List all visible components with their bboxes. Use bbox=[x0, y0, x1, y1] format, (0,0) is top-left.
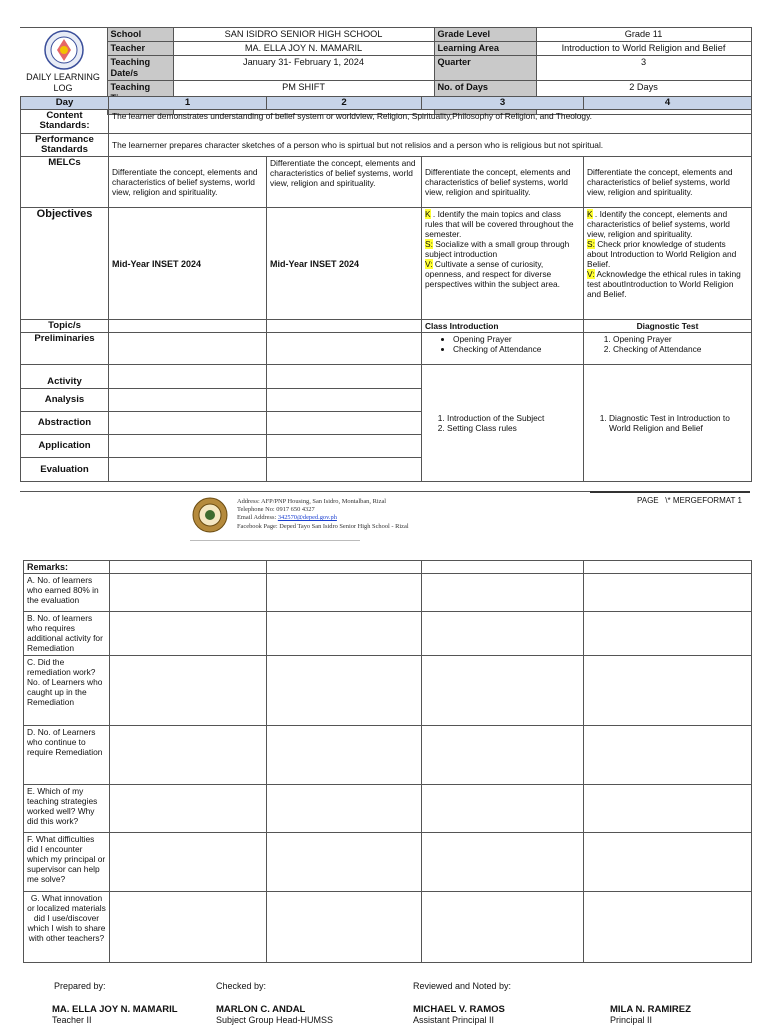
remarks-cell bbox=[110, 656, 267, 726]
deped-seal-icon bbox=[44, 30, 84, 70]
list-item: • Checking of Attendance bbox=[453, 344, 580, 354]
stages-day-4 bbox=[584, 365, 752, 482]
topic-day-3: Class Introduction bbox=[422, 320, 584, 333]
objective-day-2: Mid-Year INSET 2024 bbox=[267, 208, 422, 320]
objective-day-3-value: V: Cultivate a sense of curiosity, openness, and respect for diverse perspectives within the subject area. bbox=[425, 259, 561, 289]
prepared-by-name: MA. ELLA JOY N. MAMARIL bbox=[52, 1004, 178, 1015]
reviewed-by-title: Assistant Principal II bbox=[413, 1015, 495, 1025]
prepared-by-title: Teacher II bbox=[52, 1015, 92, 1025]
remark-row-a: A. No. of learners who earned 80% in the evaluation bbox=[24, 574, 110, 612]
remark-row-b: B. No. of learners who requires additional activity for Remediation bbox=[24, 612, 110, 656]
remarks-cell bbox=[584, 726, 752, 785]
teaching-dates-label: Teaching Date/s bbox=[107, 56, 173, 81]
remarks-cell bbox=[110, 726, 267, 785]
remark-row-g: G. What innovation or localized materials did I use/discover which I wish to share with other teachers? bbox=[24, 892, 110, 963]
remarks-cell bbox=[267, 574, 422, 612]
application-label: Application bbox=[21, 435, 109, 458]
teaching-time-label: Teaching Time bbox=[107, 81, 173, 115]
remarks-cell bbox=[110, 785, 267, 833]
remarks-title: Remarks: bbox=[24, 561, 110, 574]
daily-learning-log-title: DAILY LEARNING LOG bbox=[26, 72, 100, 93]
remarks-cell bbox=[267, 656, 422, 726]
topic-day-4: Diagnostic Test bbox=[584, 320, 752, 333]
remarks-cell bbox=[267, 612, 422, 656]
analysis-label: Analysis bbox=[21, 389, 109, 412]
remarks-cell bbox=[110, 574, 267, 612]
objectives-label: Objectives bbox=[21, 208, 109, 320]
day-4-header: 4 bbox=[584, 97, 752, 110]
analysis-day-2 bbox=[267, 389, 422, 412]
remarks-cell bbox=[267, 726, 422, 785]
day-1-header: 1 bbox=[109, 97, 267, 110]
preliminaries-day-2 bbox=[267, 333, 422, 365]
remarks-cell bbox=[584, 612, 752, 656]
content-standards-text: The learner demonstrates understanding of belief system or worldview, Religion, Spirituality,Philosophy of Religion, and Theology. bbox=[109, 110, 752, 134]
day-2-header: 2 bbox=[267, 97, 422, 110]
day-3-header: 3 bbox=[422, 97, 584, 110]
remark-row-d: D. No. of Learners who continue to require Remediation bbox=[24, 726, 110, 785]
quarter-label: Quarter bbox=[434, 56, 536, 81]
school-address: Address: AFP/PNP Housing, San Isidro, Montalban, Rizal bbox=[237, 498, 387, 505]
grade-level-value: Grade 11 bbox=[536, 28, 751, 42]
remarks-cell bbox=[584, 785, 752, 833]
remarks-cell bbox=[584, 892, 752, 963]
log-table bbox=[20, 96, 750, 482]
remarks-cell bbox=[267, 785, 422, 833]
noted-by-name: MILA N. RAMIREZ bbox=[610, 1004, 691, 1015]
signature-checked-role: Checked by: bbox=[216, 981, 267, 991]
evaluation-day-2 bbox=[267, 458, 422, 482]
remarks-cell bbox=[422, 892, 584, 963]
abstraction-day-1 bbox=[109, 412, 267, 435]
checked-by-name: MARLON C. ANDAL bbox=[216, 1004, 306, 1015]
remarks-cell bbox=[422, 785, 584, 833]
email-link[interactable]: 342570@deped.gov.ph bbox=[277, 514, 337, 522]
content-standards-label: Content Standards: bbox=[21, 110, 109, 134]
signature-prepared-role: Prepared by: bbox=[54, 981, 106, 991]
remarks-cell bbox=[267, 833, 422, 892]
preliminaries-day-1 bbox=[109, 333, 267, 365]
application-day-2 bbox=[267, 435, 422, 458]
school-facebook: Facebook Page: Deped Tayo San Isidro Senior High School - Rizal bbox=[237, 522, 409, 530]
melc-day-2: Differentiate the concept, elements and characteristics of belief systems, world view, religion and spirituality. bbox=[267, 157, 422, 208]
objective-day-1: Mid-Year INSET 2024 bbox=[109, 208, 267, 320]
preliminaries-day-3 bbox=[422, 333, 584, 365]
signature-reviewed-role: Reviewed and Noted by: bbox=[413, 981, 512, 991]
checked-by-title: Subject Group Head-HUMSS bbox=[216, 1015, 334, 1025]
objective-day-4 bbox=[584, 208, 752, 320]
school-label: School bbox=[107, 28, 173, 42]
list-item: 1. Introduction of the Subject bbox=[447, 413, 580, 423]
list-item: 1. Diagnostic Test in Introduction to World Religion and Belief bbox=[609, 413, 748, 433]
evaluation-day-1 bbox=[109, 458, 267, 482]
remarks-cell bbox=[422, 561, 584, 574]
objective-day-4-knowledge: K . Identify the concept, elements and characteristics of belief systems, world view, religion and spirituality. bbox=[587, 209, 730, 239]
activity-day-2 bbox=[267, 365, 422, 389]
application-day-1 bbox=[109, 435, 267, 458]
preliminaries-day-4 bbox=[584, 333, 752, 365]
activity-day-1 bbox=[109, 365, 267, 389]
topic-day-2 bbox=[267, 320, 422, 333]
melc-day-1: Differentiate the concept, elements and characteristics of belief systems, world view, religion and spirituality. bbox=[109, 157, 267, 208]
topic-day-1 bbox=[109, 320, 267, 333]
list-item: • Opening Prayer bbox=[453, 334, 580, 344]
remarks-cell bbox=[110, 612, 267, 656]
analysis-day-1 bbox=[109, 389, 267, 412]
topics-label: Topic/s bbox=[21, 320, 109, 333]
remarks-cell bbox=[584, 574, 752, 612]
signature-prepared bbox=[52, 1004, 178, 1025]
remarks-cell bbox=[422, 726, 584, 785]
no-of-days-label: No. of Days bbox=[434, 81, 536, 115]
abstraction-day-2 bbox=[267, 412, 422, 435]
objective-day-3-skill: S: Socialize with a small group through subject introduction bbox=[425, 239, 570, 259]
header-block bbox=[20, 27, 750, 103]
list-item: 2. Setting Class rules bbox=[447, 423, 580, 433]
school-email-line: Email Address: 342570@deped.gov.ph bbox=[237, 514, 337, 522]
performance-standards-text: The learnerner prepares character sketches of a person who is spirtual but not relisios and a person who is religious but not spiritual. bbox=[109, 134, 752, 157]
remarks-cell bbox=[110, 833, 267, 892]
remarks-cell bbox=[584, 833, 752, 892]
remarks-cell bbox=[110, 892, 267, 963]
reviewed-by-name: MICHAEL V. RAMOS bbox=[413, 1004, 505, 1015]
school-value: SAN ISIDRO SENIOR HIGH SCHOOL bbox=[173, 28, 434, 42]
melcs-label: MELCs bbox=[21, 157, 109, 208]
evaluation-label: Evaluation bbox=[21, 458, 109, 482]
page-number-field: PAGE \* MERGEFORMAT 1 bbox=[637, 496, 742, 505]
footer-rule-left bbox=[190, 540, 360, 541]
teacher-value: MA. ELLA JOY N. MAMARIL bbox=[173, 42, 434, 56]
remarks-cell bbox=[110, 561, 267, 574]
remarks-cell bbox=[422, 612, 584, 656]
list-item: 2. Checking of Attendance bbox=[613, 344, 748, 354]
objective-day-4-skill: S: Check prior knowledge of students about Introduction to World Religion and Belief. bbox=[587, 239, 737, 269]
no-of-days-value: 2 Days bbox=[536, 81, 751, 115]
objective-day-4-value: V: Acknowledge the ethical rules in taking test aboutIntroduction to World Religion and Belief. bbox=[587, 269, 741, 299]
remarks-cell bbox=[584, 656, 752, 726]
activity-label: Activity bbox=[21, 365, 109, 389]
quarter-value: 3 bbox=[536, 56, 751, 81]
remarks-cell bbox=[422, 833, 584, 892]
objective-day-3 bbox=[422, 208, 584, 320]
performance-standards-label: Performance Standards bbox=[21, 134, 109, 157]
learning-area-label: Learning Area bbox=[434, 42, 536, 56]
teaching-dates-value: January 31- February 1, 2024 bbox=[173, 56, 434, 81]
abstraction-label: Abstraction bbox=[21, 412, 109, 435]
remarks-cell bbox=[422, 574, 584, 612]
melc-day-4: Differentiate the concept, elements and characteristics of belief systems, world view, religion and spirituality. bbox=[584, 157, 752, 208]
stages-day-3 bbox=[422, 365, 584, 482]
remark-row-e: E. Which of my teaching strategies worked well? Why did this work? bbox=[24, 785, 110, 833]
noted-by-title: Principal II bbox=[610, 1015, 653, 1025]
remarks-cell bbox=[267, 561, 422, 574]
grade-level-label: Grade Level bbox=[434, 28, 536, 42]
melc-day-3: Differentiate the concept, elements and characteristics of belief systems, world view, religion and spirituality. bbox=[422, 157, 584, 208]
remark-row-f: F. What difficulties did I encounter which my principal or supervisor can help me solve? bbox=[24, 833, 110, 892]
objective-day-3-knowledge: K . Identify the main topics and class rules that will be covered throughout the semester. bbox=[425, 209, 574, 239]
remarks-table bbox=[23, 560, 750, 963]
signature-noted bbox=[610, 1004, 691, 1025]
preliminaries-label: Preliminaries bbox=[21, 333, 109, 365]
remarks-cell bbox=[267, 892, 422, 963]
teacher-label: Teacher bbox=[107, 42, 173, 56]
footer-contact bbox=[237, 498, 409, 531]
school-telephone: Telephone No: 0917 650 4327 bbox=[237, 506, 315, 514]
signature-checked bbox=[216, 1004, 333, 1025]
school-seal-icon bbox=[192, 497, 228, 533]
remarks-cell bbox=[422, 656, 584, 726]
remark-row-c: C. Did the remediation work? No. of Learners who caught up in the Remediation bbox=[24, 656, 110, 726]
teaching-time-value: PM SHIFT bbox=[173, 81, 434, 115]
day-label: Day bbox=[21, 97, 109, 110]
signature-reviewed bbox=[413, 1004, 505, 1025]
list-item: 1. Opening Prayer bbox=[613, 334, 748, 344]
remarks-cell bbox=[584, 561, 752, 574]
footer-rule-short bbox=[590, 491, 750, 493]
learning-area-value: Introduction to World Religion and Belief bbox=[536, 42, 751, 56]
